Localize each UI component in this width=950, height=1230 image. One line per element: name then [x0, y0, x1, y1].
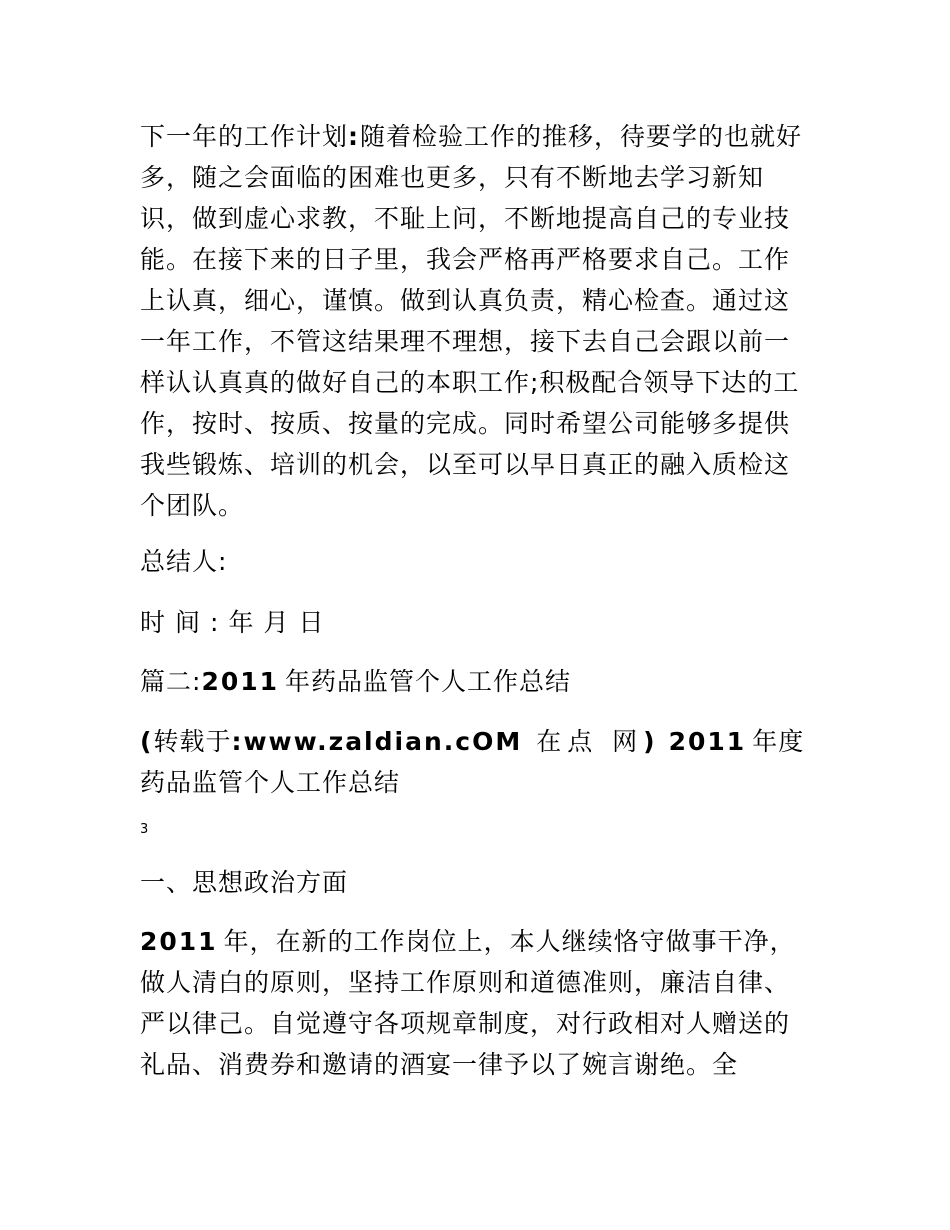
paragraph-work-plan — [140, 116, 810, 526]
work-plan-text: 随着检验工作的推移，待要学的也就好多，随之会面临的困难也更多，只有不断地去学习新知识，做到虚心求教，不耻上问，不断地提高自己的专业技能。在接下来的日子里，我会严格再严格要求自己。工作上认真，细心，谨慎。做到认真负责，精心检查。通过这一年工作，不管这结果理不理想，接下去自己会跟以前一样认认真真的做好自己的本职工作;积极配合领导下达的工作，按时、按质、按量的完成。同时希望公司能够多提供我些锻炼、培训的机会，以至可以早日真正的融入质检这个团队。 — [140, 122, 803, 520]
paragraph2-year: 2011 — [140, 927, 218, 956]
time-label-b: 间: — [175, 608, 229, 637]
paragraph2-text: 年，在新的工作岗位上，本人继续恪守做事干净，做人清白的原则，坚持工作原则和道德准则，廉洁自律、严以律己。自觉遵守各项规章制度，对行政相对人赠送的礼品、消费券和邀请的酒宴一律予以了婉言谢绝。全 — [140, 927, 796, 1079]
summarizer-line — [140, 541, 810, 582]
chapter-two-heading — [140, 661, 810, 702]
section-one-heading — [140, 862, 810, 903]
work-plan-label: 下一年的工作计划 — [140, 122, 349, 151]
paragraph-political — [140, 921, 810, 1085]
chapter-two-prefix: 篇二: — [140, 667, 202, 696]
page-number: 3 — [140, 822, 149, 837]
reprint-colon: : — [231, 727, 244, 756]
chapter-two-title: 年药品监管个人工作总结 — [285, 667, 572, 696]
chapter-two-year: 2011 — [201, 667, 280, 696]
reprint-site-name: 在点 网 — [536, 727, 644, 756]
time-label-a: 时 — [140, 608, 176, 637]
work-plan-colon: : — [348, 122, 361, 151]
reprint-label: 转载于 — [153, 727, 232, 756]
reprint-paragraph — [140, 721, 810, 803]
reprint-year: 2011 — [668, 727, 747, 756]
summarizer-label: 总结人: — [140, 547, 228, 576]
reprint-site-url: www.zaldian.cOM — [243, 727, 523, 756]
section-one-title: 一、思想政治方面 — [140, 868, 349, 897]
time-year: 年 — [228, 608, 264, 637]
page-number-block — [140, 822, 810, 838]
time-line — [140, 602, 810, 643]
reprint-title: 年度药品监管个人工作总结 — [140, 727, 805, 797]
time-month: 月 — [263, 608, 299, 637]
reprint-open-paren: ( — [140, 727, 154, 756]
time-day: 日 — [298, 608, 325, 637]
reprint-close-paren: ) — [643, 727, 657, 756]
